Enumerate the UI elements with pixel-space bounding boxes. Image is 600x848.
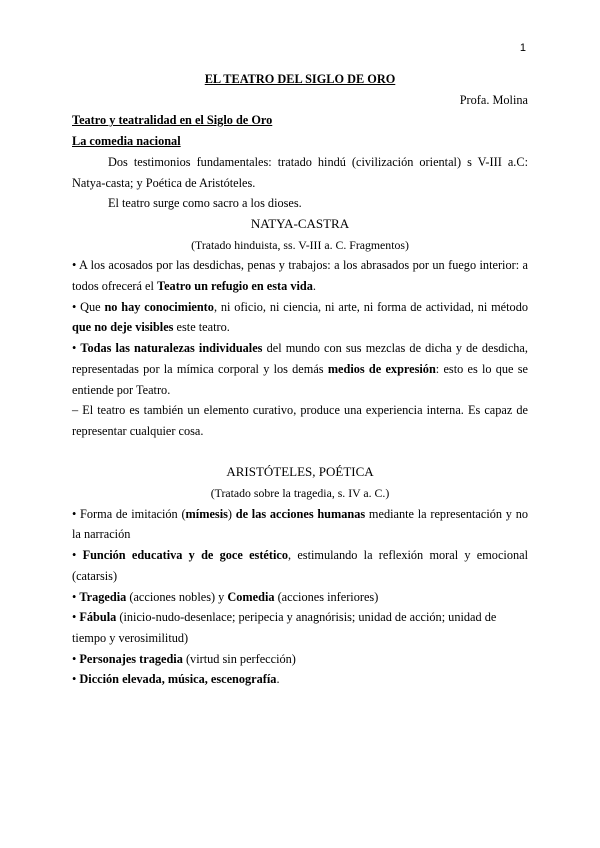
poetica-bullet-2: • Función educativa y de goce estético, estimulando la reflexión moral y emocional (catarsis) xyxy=(72,548,528,583)
poetica-title: ARISTÓTELES, POÉTICA xyxy=(226,464,374,480)
page-number: 1 xyxy=(519,42,526,54)
natya-subtitle: (Tratado hinduista, ss. V-III a. C. Fragmentos) xyxy=(191,237,409,252)
author: Profa. Molina xyxy=(459,92,528,107)
natya-bullet-1: • A los acosados por las desdichas, penas y trabajos: a los abrasados por un fuego interior: a todos ofrecerá el Teatro un refugio en esta vida. xyxy=(72,258,528,294)
section-heading-comedia: La comedia nacional xyxy=(72,134,181,149)
intro-paragraph: Dos testimonios fundamentales: tratado hindú (civilización oriental) s V-III a.C: Natya-casta; y Poética de Aristóteles. xyxy=(72,154,528,190)
natya-bullet-4: – El teatro es también un elemento curativo, produce una experiencia interna. Es capaz de representar cualquier cosa. xyxy=(72,403,528,438)
poetica-bullet-1: • Forma de imitación (mímesis) de las acciones humanas mediante la representación y no la narración xyxy=(72,506,528,542)
document-title: EL TEATRO DEL SIGLO DE ORO xyxy=(204,72,396,86)
poetica-subtitle: (Tratado sobre la tragedia, s. IV a. C.) xyxy=(210,486,390,501)
poetica-bullet-3: • Tragedia (acciones nobles) y Comedia (acciones inferiores) xyxy=(72,589,379,604)
document-body xyxy=(72,69,528,690)
poetica-bullet-4: • Fábula (inicio-nudo-desenlace; peripecia y anagnórisis; unidad de acción; unidad de tiempo y verosimilitud) xyxy=(72,610,497,645)
spacer xyxy=(72,442,528,463)
natya-title: NATYA-CASTRA xyxy=(250,215,350,231)
natya-bullet-2: • Que no hay conocimiento, ni oficio, ni ciencia, ni arte, ni forma de actividad, ni método que no deje visibles este teatro. xyxy=(72,299,528,335)
section-heading-teatralidad: Teatro y teatralidad en el Siglo de Oro xyxy=(72,113,273,128)
natya-bullet-3: • Todas las naturalezas individuales del mundo con sus mezclas de dicha y de desdicha, representadas por la mímica corporal y los demás medios de expresión: esto es lo que se entiende por Teatro. xyxy=(72,341,528,397)
poetica-bullet-5: • Personajes tragedia (virtud sin perfección) xyxy=(72,651,296,666)
poetica-bullet-6: • Dicción elevada, música, escenografía. xyxy=(72,672,280,687)
intro-paragraph-2: El teatro surge como sacro a los dioses. xyxy=(108,196,302,211)
